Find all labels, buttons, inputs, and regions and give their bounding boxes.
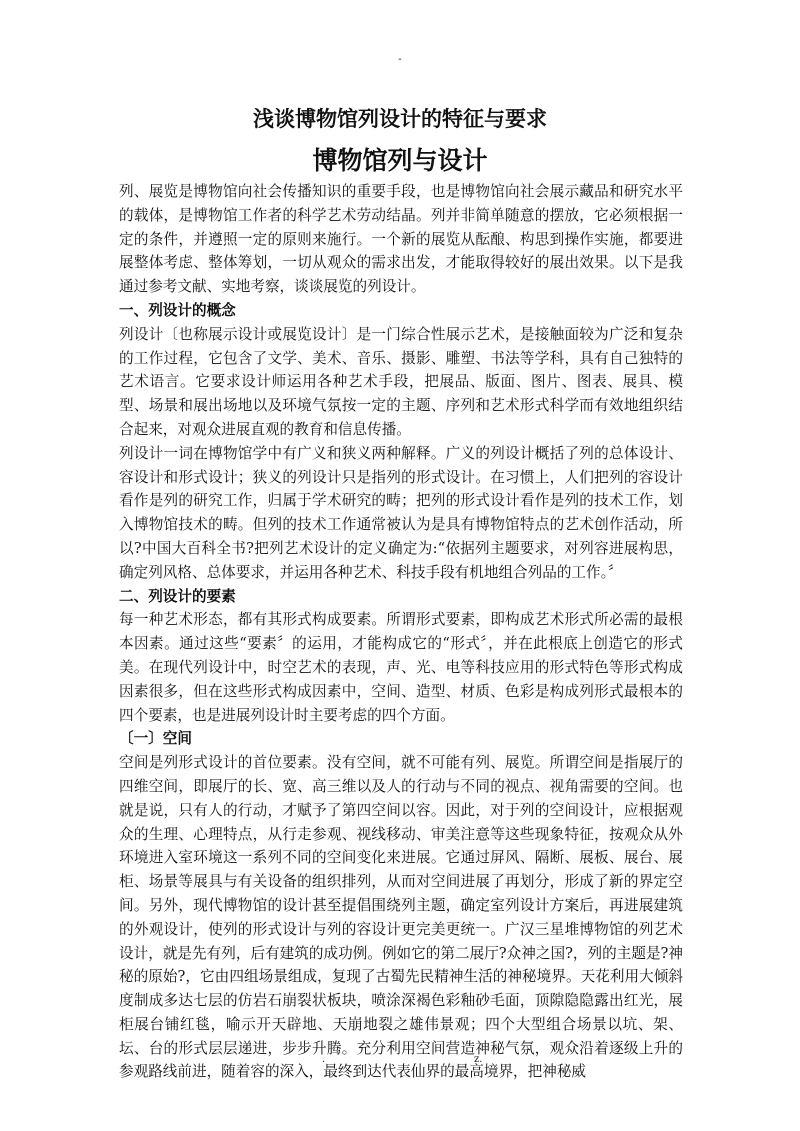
document-body <box>119 180 683 1084</box>
document-subtitle: 博物馆列与设计 <box>312 146 488 175</box>
paragraph-concept-explanation: 列设计一词在博物馆学中有广义和狭义两种解释。广义的列设计概括了列的总体设计、容设计和形式设计；狭义的列设计只是指列的形式设计。在习惯上，人们把列的容设计看作是列的研究工作，归属于学术研究的畴；把列的形式设计看作是列的技术工作，划入博物馆技术的畴。但列的技术工作通常被认为是具有博物馆特点的艺术创作活动，所以?中国大百科全书?把列艺术设计的定义确定为:“依据列主题要求，对列容进展构思，确定列风格、总体要求，并运用各种艺术、科技手段有机地组合列品的工作。〞 <box>119 444 683 581</box>
paragraph-elements: 每一种艺术形态，都有其形式构成要素。所谓形式要素，即构成艺术形式所必需的最根本因素。通过这些“要素〞的运用，才能构成它的“形式〞，并在此根底上创造它的形式美。在现代列设计中，时空艺术的表现，声、光、电等科技应用的形式特色等形式构成因素很多，但在这些形式构成因素中，空间、造型、材质、色彩是构成列形式最根本的四个要素，也是进展列设计时主要考虑的四个方面。 <box>119 611 683 724</box>
paragraph-intro: 列、展览是博物馆向社会传播知识的重要手段，也是博物馆向社会展示藏品和研究水平的载体，是博物馆工作者的科学艺术劳动结晶。列并非简单随意的摆放，它必须根据一定的条件，并遵照一定的原则来施行。一个新的展览从酝酿、构思到操作实施，都要进展整体考虑、整体筹划，一切从观众的需求出发，才能取得较好的展出效果。以下是我通过参考文献、实地考察，谈谈展览的列设计。 <box>119 183 683 296</box>
subsection-heading-space: 〔一〕空间 <box>119 730 192 748</box>
paragraph-concept-definition: 列设计〔也称展示设计或展览设计〕是一门综合性展示艺术，是接触面较为广泛和复杂的工作过程，它包含了文学、美术、音乐、摄影、雕塑、书法等学科，具有自己独特的艺术语言。它要求设计师运用各种艺术手段，把展品、版面、图片、图表、展具、模型、场景和展出场地以及环境气氛按一定的主题、序列和艺术形式科学而有效地组织结合起来，对观众进展直观的教育和信息传播。 <box>119 325 683 438</box>
document-title: 浅谈博物馆列设计的特征与要求 <box>253 106 547 131</box>
section-heading-elements: 二、列设计的要素 <box>119 587 236 605</box>
header-mark: - <box>398 54 402 65</box>
footer-left-mark: . <box>322 1054 326 1065</box>
section-heading-concept: 一、列设计的概念 <box>119 301 236 319</box>
footer-right-mark: z. <box>474 1054 483 1065</box>
paragraph-space: 空间是列形式设计的首位要素。没有空间，就不可能有列、展览。所谓空间是指展厅的四维空间，即展厅的长、宽、高三维以及人的行动与不同的视点、视角需要的空间。也就是说，只有人的行动，才赋予了第四空间以容。因此，对于列的空间设计，应根据观众的生理、心理特点，从行走参观、视线移动、审美注意等这些现象特征，按观众从外环境进入室环境这一系列不同的空间变化来进展。它通过屏风、隔断、展板、展台、展柜、场景等展具与有关设备的组织排列，从而对空间进展了再划分，形成了新的界定空间。另外，现代博物馆的设计甚至提倡围绕列主题，确定室列设计方案后，再进展建筑的外观设计，使列的形式设计与列的容设计更完美更统一。广汉三星堆博物馆的列艺术设计，就是先有列，后有建筑的成功例。例如它的第二展厅?众神之国?，列的主题是?神秘的原始?，它由四组场景组成，复现了古蜀先民精神生活的神秘境界。天花利用大倾斜度制成多达七层的仿岩石崩裂状板块，喷涂深褐色彩釉砂毛面，顶隙隐隐露出红光，展柜展台铺红毯，喻示开天辟地、天崩地裂之雄伟景观；四个大型组合场景以坑、架、坛、台的形式层层递进，步步升腾。充分利用空间营造神秘气氛，观众沿着逐级上升的参观路线前进，随着容的深入，最终到达代表仙界的最高境界，把神秘威 <box>119 754 683 1081</box>
